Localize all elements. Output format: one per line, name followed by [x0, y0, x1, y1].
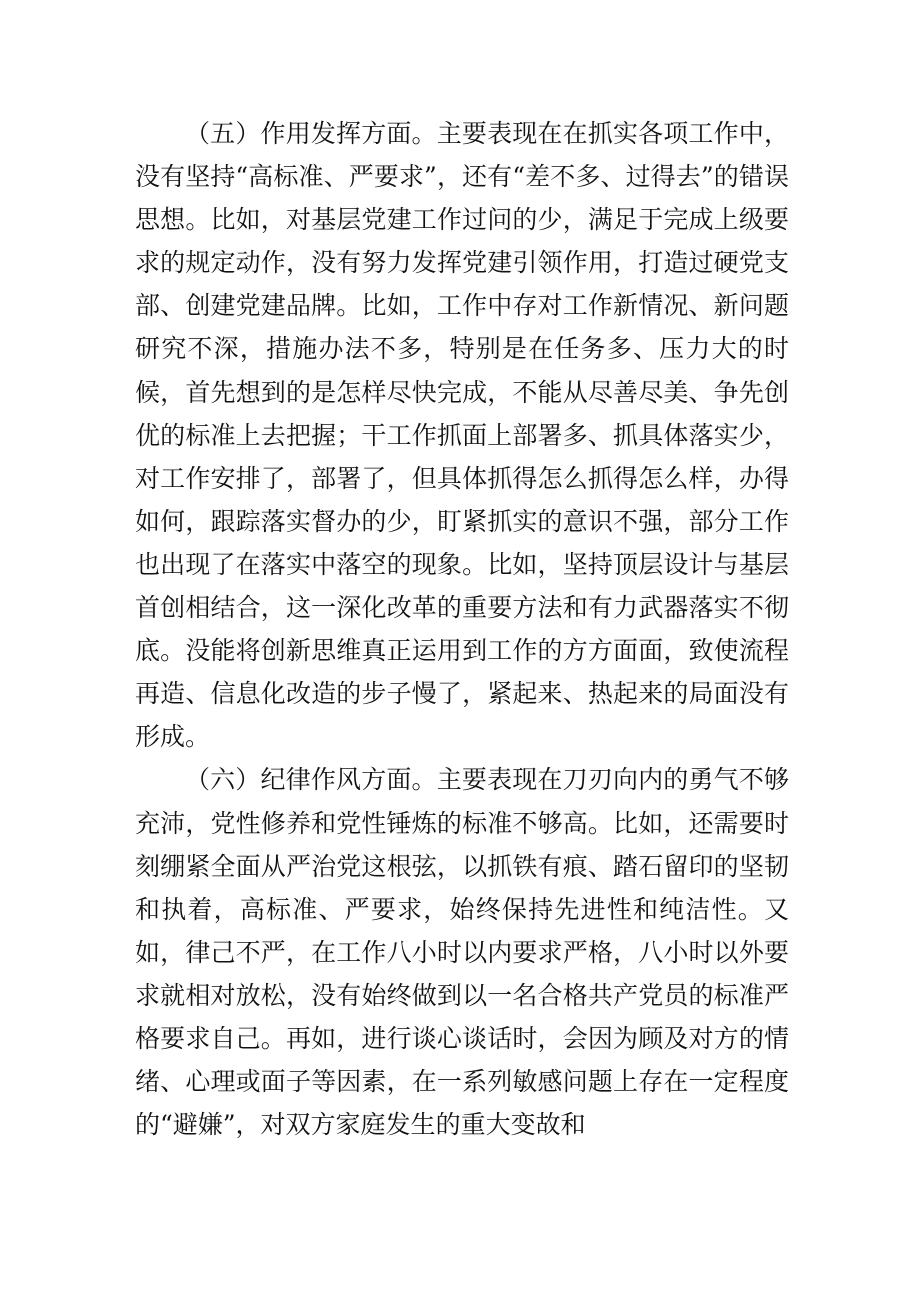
document-body [135, 112, 789, 1146]
paragraph-role-performance: （五）作用发挥方面。主要表现在在抓实各项工作中，没有坚持“高标准、严要求”，还有“差不多、过得去”的错误思想。比如，对基层党建工作过问的少，满足于完成上级要求的规定动作，没有努力发挥党建引领作用，打造过硬党支部、创建党建品牌。比如，工作中存对工作新情况、新问题研究不深，措施办法不多，特别是在任务多、压力大的时候，首先想到的是怎样尽快完成，不能从尽善尽美、争先创优的标准上去把握；干工作抓面上部署多、抓具体落实少，对工作安排了，部署了，但具体抓得怎么抓得怎么样，办得如何，跟踪落实督办的少，盯紧抓实的意识不强，部分工作也出现了在落实中落空的现象。比如，坚持顶层设计与基层首创相结合，这一深化改革的重要方法和有力武器落实不彻底。没能将创新思维真正运用到工作的方方面面，致使流程再造、信息化改造的步子慢了，紧起来、热起来的局面没有形成。 [135, 119, 789, 752]
paragraph-discipline-style: （六）纪律作风方面。主要表现在刀刃向内的勇气不够充沛，党性修养和党性锤炼的标准不够高。比如，还需要时刻绷紧全面从严治党这根弦，以抓铁有痕、踏石留印的坚韧和执着，高标准、严要求，始终保持先进性和纯洁性。又如，律己不严，在工作八小时以内要求严格，八小时以外要求就相对放松，没有始终做到以一名合格共产党员的标准严格要求自己。再如，进行谈心谈话时，会因为顾及对方的情绪、心理或面子等因素，在一系列敏感问题上存在一定程度的“避嫌”，对双方家庭发生的重大变故和 [135, 765, 789, 1140]
